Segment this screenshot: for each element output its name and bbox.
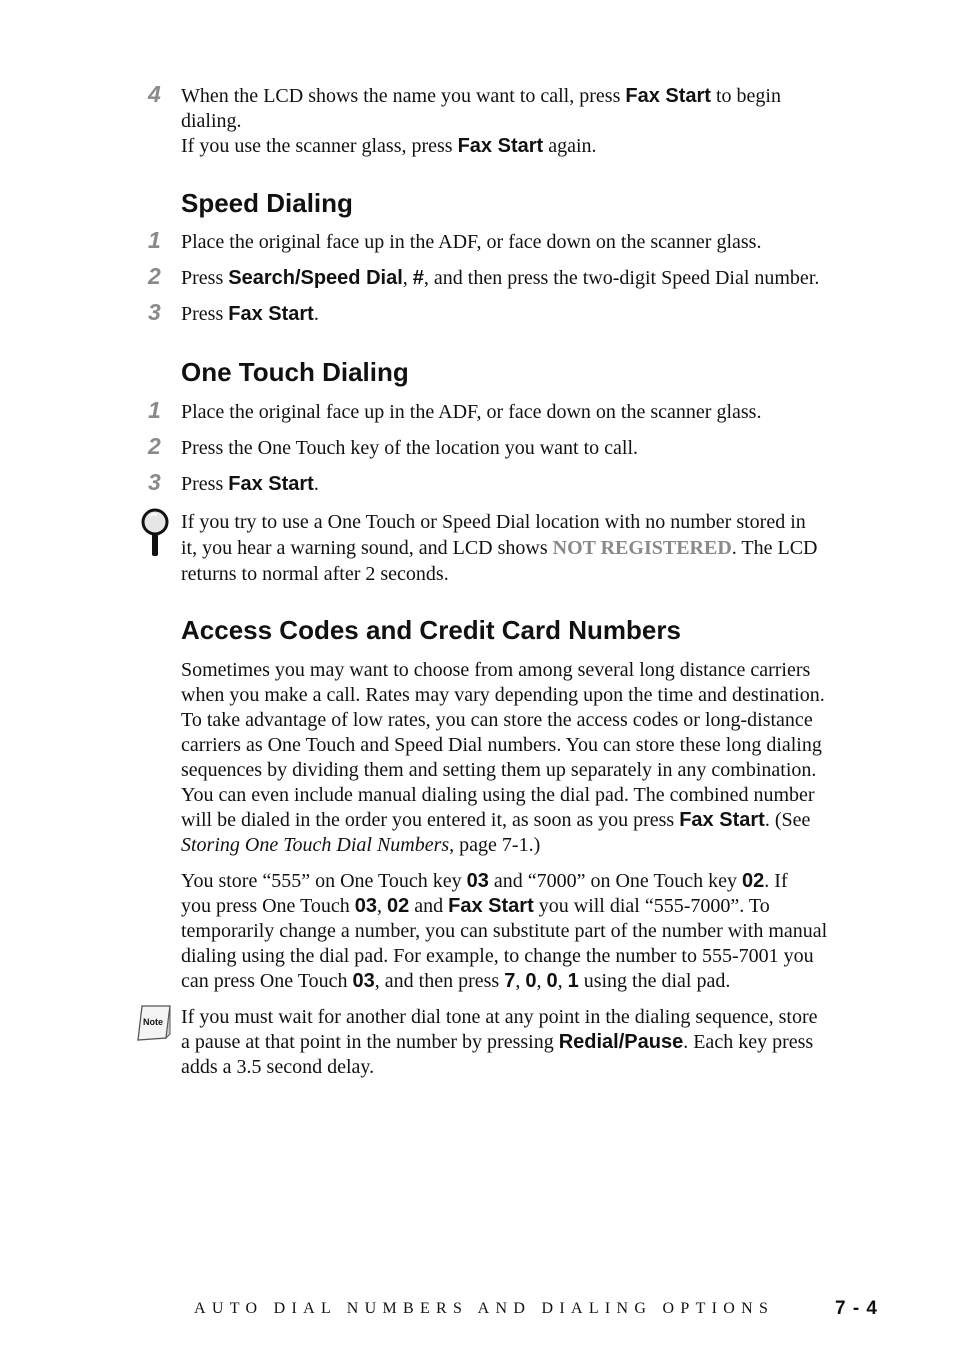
magnifier-icon	[140, 507, 170, 566]
key-0: 0	[525, 970, 537, 992]
text: .	[313, 473, 319, 495]
text: adds a 3.5 second delay.	[181, 1056, 375, 1078]
speed-dialing-heading: Speed Dialing	[181, 188, 353, 218]
fax-start-key: Fax Start	[228, 473, 314, 495]
fax-start-key: Fax Start	[679, 809, 765, 831]
text: dialing.	[181, 110, 242, 132]
text: .	[313, 303, 319, 325]
step-number: 4	[148, 81, 161, 107]
step-number: 1	[148, 227, 161, 253]
search-speed-dial-key: Search/Speed Dial	[228, 267, 403, 289]
text: temporarily change a number, you can substitute part of the number with manual	[181, 920, 828, 942]
text: To take advantage of low rates, you can store the access codes or long-distance	[181, 709, 813, 731]
page-number: 7 - 4	[834, 1298, 878, 1319]
key-02: 02	[387, 895, 410, 917]
speed-step-2	[181, 266, 881, 291]
note-icon-label: Note	[143, 1017, 163, 1027]
text: you will dial “555-7000”. To	[533, 895, 770, 917]
text: , and then press the two-digit Speed Dial number.	[423, 267, 820, 289]
text: when you make a call. Rates may vary depending upon the time and destination.	[181, 684, 825, 706]
text: returns to normal after 2 seconds.	[181, 563, 449, 585]
text: If you try to use a One Touch or Speed Dial location with no number stored in	[181, 511, 806, 533]
text: Press	[181, 267, 229, 289]
access-paragraph-1	[181, 658, 881, 858]
fax-start-key: Fax Start	[457, 135, 544, 157]
onetouch-step-3	[181, 472, 881, 497]
text: If you use the scanner glass, press	[181, 135, 458, 157]
text: you press One Touch	[181, 895, 355, 917]
access-paragraph-2	[181, 869, 881, 994]
text: . If	[764, 870, 788, 892]
lcd-message: NOT REGISTERED	[552, 537, 732, 559]
text: and “7000” on One Touch key	[488, 870, 743, 892]
text: and	[409, 895, 449, 917]
step-number: 3	[148, 469, 161, 495]
hash-key: #	[412, 267, 424, 289]
text: again.	[543, 135, 597, 157]
step-number: 3	[148, 299, 161, 325]
text: dialing using the dial pad. For example, to change the number to 555-7001 you	[181, 945, 814, 967]
text: . The LCD	[731, 537, 818, 559]
fax-start-key: Fax Start	[625, 85, 711, 107]
text: carriers as One Touch and Speed Dial numbers. You can store these long dialing	[181, 734, 822, 756]
text: ,	[536, 970, 547, 992]
text: it, you hear a warning sound, and LCD shows	[181, 537, 553, 559]
text: Sometimes you may want to choose from among several long distance carriers	[181, 659, 811, 681]
note-text	[181, 1005, 881, 1080]
text: When the LCD shows the name you want to call, press	[181, 85, 626, 107]
text: ,	[377, 895, 388, 917]
text: You store “555” on One Touch key	[181, 870, 467, 892]
text: ,	[557, 970, 568, 992]
section-footer: AUTO DIAL NUMBERS AND DIALING OPTIONS	[194, 1300, 775, 1317]
text: will be dialed in the order you entered it, as soon as you press	[181, 809, 680, 831]
onetouch-step-2: Press the One Touch key of the location you want to call.	[181, 437, 639, 459]
step-number: 2	[148, 263, 161, 289]
text: ,	[515, 970, 526, 992]
text: a pause at that point in the number by pressing	[181, 1031, 559, 1053]
cross-reference: Storing One Touch Dial Numbers	[181, 834, 450, 856]
key-03: 03	[466, 870, 489, 892]
one-touch-dialing-heading: One Touch Dialing	[181, 357, 409, 387]
note-icon	[136, 1004, 172, 1047]
text: ,	[402, 267, 413, 289]
speed-step-1: Place the original face up in the ADF, or face down on the scanner glass.	[181, 231, 762, 253]
text: , page 7-1.)	[449, 834, 541, 856]
text: Press	[181, 303, 229, 325]
text: sequences by dividing them and setting them up separately in any combination.	[181, 759, 817, 781]
redial-pause-key: Redial/Pause	[558, 1031, 684, 1053]
onetouch-step-1: Place the original face up in the ADF, or face down on the scanner glass.	[181, 401, 762, 423]
step-4-text	[181, 84, 881, 159]
text: If you must wait for another dial tone at any point in the dialing sequence, store	[181, 1006, 818, 1028]
step-number: 2	[148, 433, 161, 459]
tip-text	[181, 509, 881, 587]
fax-start-key: Fax Start	[448, 895, 534, 917]
text: You can even include manual dialing using the dial pad. The combined number	[181, 784, 815, 806]
key-7: 7	[504, 970, 516, 992]
text: can press One Touch	[181, 970, 353, 992]
key-03: 03	[352, 970, 375, 992]
key-1: 1	[567, 970, 579, 992]
key-02: 02	[742, 870, 765, 892]
speed-step-3	[181, 302, 881, 327]
fax-start-key: Fax Start	[228, 303, 314, 325]
text: to begin	[710, 85, 781, 107]
key-03: 03	[354, 895, 378, 917]
access-codes-heading: Access Codes and Credit Card Numbers	[181, 615, 681, 645]
text: Press	[181, 473, 229, 495]
step-number: 1	[148, 397, 161, 423]
text: . Each key press	[683, 1031, 814, 1053]
text: , and then press	[374, 970, 505, 992]
key-0: 0	[546, 970, 558, 992]
text: using the dial pad.	[578, 970, 731, 992]
text: . (See	[764, 809, 811, 831]
